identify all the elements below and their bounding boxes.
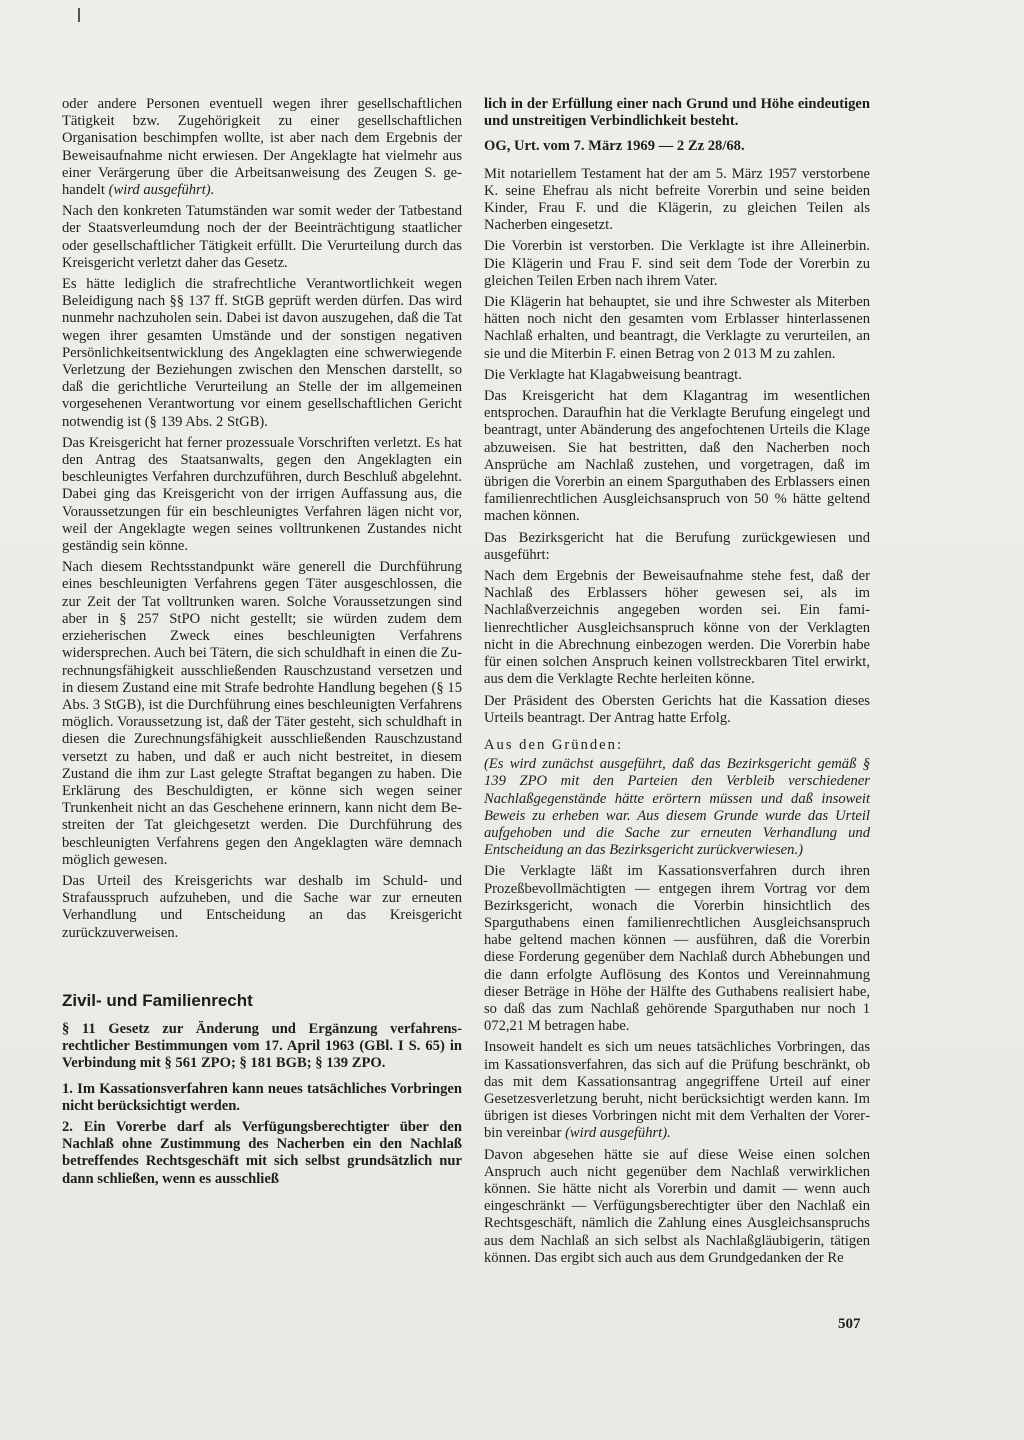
statute-reference: § 11 Gesetz zur Änderung und Ergänzung verfahrensrechtlicher Bestimmungen vom 17. April 1963 (GBl. I S. 65) in Verbindung mit § 561 ZPO; § 181 BGB; § 139 ZPO. — [62, 1020, 462, 1072]
ruling-2-start: 2. Ein Vorerbe darf als Verfügungsberechtigter über den Nachlaß ohne Zustimmung des Nacherben ein den Nachlaß betreffendes Rechtsgeschäft mit sich selbst grundsätzlich nur dann schließen, wenn es ausschließ — [62, 1118, 462, 1187]
paragraph: Die Klägerin hat behauptet, sie und ihre Schwester als Miterben hätten noch nicht den gesamten vom Erblasser hinterlassenen Nachlaß erhalten, und beantragt, die Verklagte zu verurteilen, an sie und die Miterbin F. einen Betrag von 2 013 M zu zahlen. — [484, 294, 870, 362]
paragraph: Die Verklagte läßt im Kassationsverfahren durch ihren Prozeßbevollmächtigten — entgegen ihrem Vortrag vor dem Bezirksgericht, wonach die Vorerbin hinsichtlich des Sparguthabens einen familienrechtlichen Ausgleichsanspruch habe geltend machen können — ausführen, daß die Vorerbin diese Forderung gegenüber dem Nachlaß durch Abhebungen und die dann erfolgte Auflösung des Kontos und Vereinnahmung dieser Beträge in Höhe der Hälfte des Guthabens realisiert habe, so daß das zum Nachlaß gehörende Sparguthaben nur noch 1 072,21 M betragen habe. — [484, 863, 870, 1035]
paragraph: Nach diesem Rechtsstandpunkt wäre generell die Durchführung eines beschleunigten Verfahrens gegen Täter ausgeschlossen, die zur Zeit der Tat volltrunken waren. Solche Voraussetzungen sind aber in § 257 StPO nicht gestellt; sie würden zudem dem erzieherischen Zweck eines beschleunigten Verfahrens widersprechen. Auch bei Tätern, die sich schuldhaft in einen die Zurechnungsfähigkeit ausschließenden Rauschzustand versetzen und in diesem Zustand eine mit Strafe bedrohte Handlung begehen (§ 15 Abs. 3 StGB), ist die Durchführung eines beschleunigten Verfahrens möglich. Voraussetzung ist, daß der Täter gesteht, sich schuldhaft in diesen die Zurechnungsfähigkeit ausschließenden Rauschzustand versetzt zu haben, und daß er auch nicht bestreitet, in diesem Zustand die ihm zur Last gelegte Straftat begangen zu haben. Die Erklärung des Beschuldigten, er könne sich wegen seiner Trunkenheit nicht an das Geschehene erinnern, kann nicht dem Bestreiten der Tat gleichgesetzt werden. Die Durchführung des beschleunigten Verfahrens gegen den Angeklagten wäre demnach möglich gewesen. — [62, 559, 462, 868]
paragraph: Es hätte lediglich die strafrechtliche Verantwortlichkeit wegen Beleidigung nach §§ 137 ff. StGB geprüft werden dürfen. Das wird nunmehr nachzuholen sein. Dabei ist davon auszugehen, daß die Tat wegen ihrer gesamten Umstände und der sonstigen negativen Persönlichkeitsentwicklung des Angeklagten eine schwerwiegende Verletzung der Beziehungen zwischen den Menschen darstellt, so daß die gerichtliche Verurteilung an Stelle der im allgemeinen vorgesehenen Verantwortung vor einem gesellschaftlichen Gericht notwendig ist (§ 139 Abs. 2 StGB). — [62, 276, 462, 430]
italic-note: (wird ausgeführt). — [108, 182, 215, 199]
paragraph: oder andere Personen eventuell wegen ihrer gesellschaftlichen Tätigkeit bzw. Zugehörigkeit zu einer gesellschaftlichen Organisation beschimpfen wollte, ist aber nach dem Ergebnis der Beweisaufnahme nicht erwiesen. Der Angeklagte hat vielmehr aus einer Verärgerung über die Arbeitsanweisung des Zeugen S. gehandelt (wird ausgeführt). — [62, 96, 462, 199]
paragraph: Nach dem Ergebnis der Beweisaufnahme stehe fest, daß der Nachlaß des Erblassers höher gewesen sei, als im Nachlaßverzeichnis angegeben worden sei. Ein familienrechtlicher Ausgleichsanspruch könne von der Verklagten nicht in die Abrechnung einbezogen werden. Die Vorerbin habe für einen solchen Anspruch keinen vollstreckbaren Titel erwirkt, aus dem die Verklagte Rechte herleiten könne. — [484, 568, 870, 688]
paragraph: Das Urteil des Kreisgerichts war deshalb im Schuld- und Strafausspruch aufzuheben, und die Sache war zur erneuten Verhandlung und Entscheidung an das Kreisgericht zurückzuverweisen. — [62, 872, 462, 941]
paragraph: Die Verklagte hat Klagabweisung beantragt. — [484, 366, 742, 383]
paragraph: Die Vorerbin ist verstorben. Die Verklagte ist ihre Alleinerbin. Die Klägerin und Frau F. sind seit dem Tode der Vorerbin zu gleichen Teilen Erben nach ihrem Vater. — [484, 238, 870, 289]
reasons-heading: Aus den Gründen: — [484, 736, 624, 753]
paragraph: Das Bezirksgericht hat die Berufung zurückgewiesen und ausgeführt: — [484, 529, 870, 563]
paragraph: Mit notariellem Testament hat der am 5. März 1957 verstorbene K. seine Ehefrau als nicht befreite Vorerbin und seine beiden Kinder, Frau F. und die Klägerin, zu gleichen Teilen als Nacherben eingesetzt. — [484, 165, 870, 234]
paragraph: Davon abgesehen hätte sie auf diese Weise einen solchen Anspruch auch nicht gegenüber dem Nachlaß verwirklichen können. Sie hätte nicht als Vorerbin und damit — wenn auch eingeschränkt — Verfügungsberechtigter über den Nachlaß ein Rechtsgeschäft, nämlich die Zahlung eines Ausgleichsanspruchs aus dem Nachlaß an sich selbst als Nachlaßgläubigerin, tätigen können. Das ergibt sich auch aus dem Grundgedanken der Re — [484, 1146, 870, 1266]
section-heading: Zivil- und Familienrecht — [62, 990, 253, 1010]
scan-mark — [78, 8, 80, 22]
paragraph: Der Präsident des Obersten Gerichts hat die Kassation dieses Urteils beantragt. Der Antrag hatte Erfolg. — [484, 692, 870, 726]
paragraph: Nach den konkreten Tatumständen war somit weder der Tatbestand der Staatsverleumdung noch der der Beeinträchtigung staatlicher oder gesellschaftlicher Tätigkeit erfüllt. Die Verurteilung durch das Kreisgericht verletzt daher das Gesetz. — [62, 203, 462, 271]
ruling-1: 1. Im Kassationsverfahren kann neues tatsächliches Vorbringen nicht berücksichtigt werden. — [62, 1080, 462, 1114]
reasons-italic: (Es wird zunächst ausgeführt, daß das Bezirksgericht gemäß § 139 ZPO mit den Parteien den Verbleib verschiedener Nachlaßgegenstände hätte erörtern müssen und daß insoweit Beweis zu erheben war. Aus diesem Grunde wurde das Urteil aufgehoben und die Sache zur erneuten Verhandlung und Entscheidung an das Bezirksgericht zurückverwiesen.) — [484, 756, 870, 859]
left-column — [62, 96, 462, 1192]
right-column — [484, 96, 870, 1271]
ruling-2-end: lich in der Erfüllung einer nach Grund und Höhe eindeutigen und unstreitigen Verbindlichkeit besteht. — [484, 96, 870, 130]
paragraph: Das Kreisgericht hat dem Klagantrag im wesentlichen entsprochen. Daraufhin hat die Verklagte Berufung eingelegt und beantragt, unter Abänderung des angefochtenen Urteils die Klage abzuweisen. Sie hat bestritten, daß den Nacherben noch Ansprüche am Nachlaß zustehen, und vorgetragen, daß im übrigen die Vorerbin an einem Sparguthaben des Erblassers einen familienrechtlichen Ausgleichsanspruch von 50 % hätte geltend machen können. — [484, 388, 870, 525]
paragraph: Insoweit handelt es sich um neues tatsächliches Vorbringen, das im Kassationsverfahren, das sich auf die Prüfung beschränkt, ob das mit dem Kassationsantrag angegriffene Urteil auf einer Gesetzesverletzung beruht, nicht berücksichtigt werden kann. Im übrigen ist dieses Vorbringen nicht mit dem Verhalten der Vorerbin vereinbar (wird ausgeführt). — [484, 1039, 870, 1142]
page-number: 507 — [838, 1316, 861, 1332]
paragraph: Das Kreisgericht hat ferner prozessuale Vorschriften verletzt. Es hat den Antrag des Staatsanwalts, gegen den Angeklagten ein beschleunigtes Verfahren durchzuführen, durch Beschluß abgelehnt. Dabei ging das Kreisgericht von der irrigen Auffassung aus, die Voraussetzungen für ein beschleunigtes Verfahren lägen nicht vor, weil der Angeklagte wegen seines volltrunkenen Zustandes nicht geständig sein könne. — [62, 434, 462, 555]
section-gap — [62, 946, 462, 992]
italic-note: (wird ausgeführt). — [565, 1125, 671, 1142]
court-citation: OG, Urt. vom 7. März 1969 — 2 Zz 28/68. — [484, 138, 745, 155]
